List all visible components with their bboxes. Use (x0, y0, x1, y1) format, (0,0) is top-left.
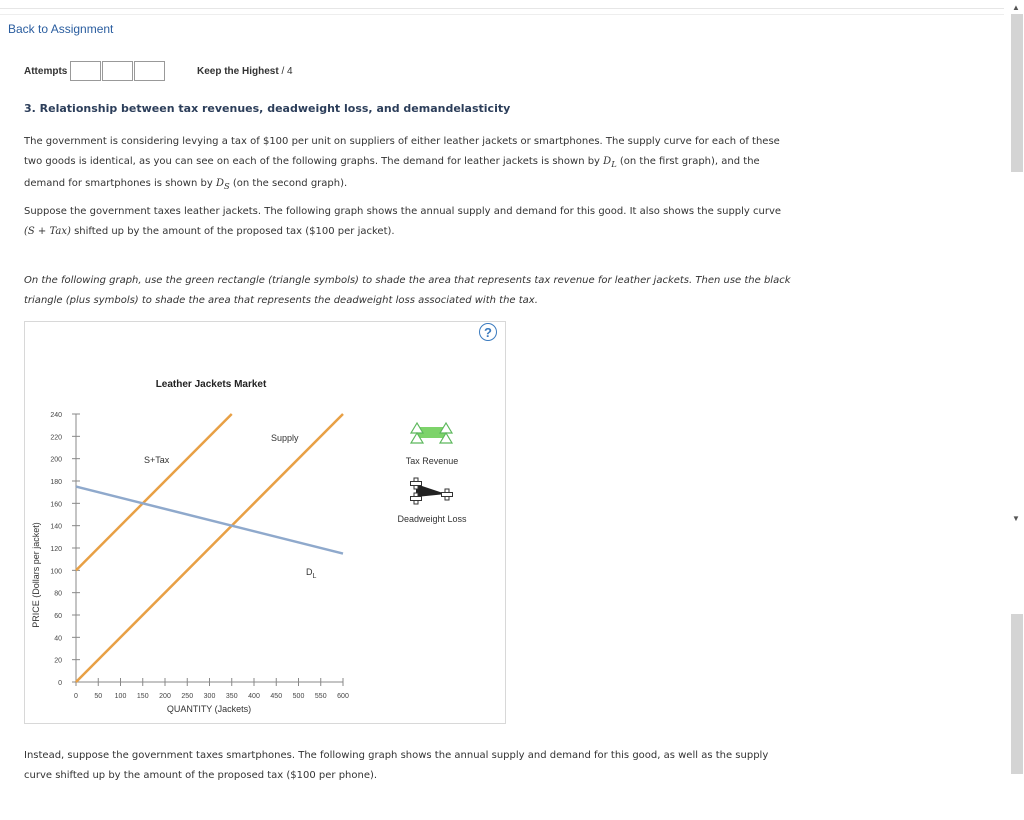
y-tick-label: 60 (54, 613, 62, 620)
question-paragraph-4: Instead, suppose the government taxes smartphones. The following graph shows the annual supply and demand for this good, as well as the supply curve shifted up by the amount of the proposed tax ($100 per phone). (24, 750, 769, 781)
y-tick-label: 140 (50, 523, 62, 531)
x-tick-label: 550 (314, 693, 327, 700)
x-tick-label: 600 (337, 693, 349, 700)
attempts-label: Attempts (24, 66, 68, 77)
y-tick-label: 240 (50, 412, 62, 419)
supply-curve-label: Supply (271, 433, 299, 443)
y-tick-label: 20 (54, 657, 62, 665)
y-tick-label: 120 (50, 546, 62, 553)
s-plus-tax-symbol: (S + Tax) (24, 226, 71, 237)
chart-title: Leather Jackets Market (155, 379, 267, 390)
y-tick-label: 80 (54, 590, 62, 598)
ds-symbol: $D_S$ (215, 178, 230, 191)
x-tick-label: 50 (94, 693, 103, 700)
x-tick-label: 250 (181, 693, 194, 700)
series-line-supply (76, 414, 343, 682)
help-button[interactable]: ? (479, 323, 497, 341)
x-tick-label: 350 (225, 693, 238, 700)
supply-tax-curve-label: S+Tax (144, 455, 170, 465)
x-tick-label: 200 (159, 693, 171, 700)
y-tick-label: 160 (50, 501, 62, 509)
x-tick-label: 100 (114, 693, 127, 700)
keep-highest-label: Keep the Highest / 4 (197, 66, 293, 77)
x-tick-label: 150 (136, 693, 149, 700)
leather-jackets-chart[interactable] (24, 321, 506, 724)
y-tick-label: 0 (58, 680, 62, 687)
x-tick-label: 400 (248, 693, 260, 700)
deadweight-loss-tool[interactable] (411, 478, 453, 504)
series-line-dl (76, 487, 343, 554)
tax-revenue-tool[interactable] (411, 423, 452, 443)
deadweight-loss-label: Deadweight Loss (397, 514, 467, 524)
x-tick-label: 500 (292, 693, 305, 700)
demand-curve-label: $D_L$ (306, 567, 317, 580)
attempt-box-3 (134, 61, 165, 81)
tax-revenue-label: Tax Revenue (405, 456, 459, 466)
scroll-down-arrow-icon[interactable]: ▼ (1012, 514, 1020, 523)
y-tick-label: 200 (50, 456, 62, 464)
plus-symbol-icon (442, 489, 453, 500)
y-axis-label: PRICE (Dollars per jacket) (31, 522, 41, 628)
x-tick-label: 300 (203, 693, 216, 700)
y-tick-label: 220 (50, 434, 62, 442)
scrollbar-thumb-top[interactable] (1011, 14, 1023, 172)
dl-symbol: $D_L$ (603, 156, 617, 169)
scrollbar-thumb-bottom[interactable] (1011, 614, 1023, 774)
attempt-box-1 (70, 61, 101, 81)
question-paragraph-1: The government is considering levying a tax of $100 per unit on suppliers of either leather jackets or smartphones. The supply curve for each of these two goods is identical, as you can see on each of the following graphs. The demand for leather jackets is shown by $D_L$ (on the first graph), and the demand for smartphones is shown by $D_S$ (on the second graph). (24, 136, 780, 191)
graph-instructions: On the following graph, use the green rectangle (triangle symbols) to shade the area that represents tax revenue for leather jackets. Then use the black triangle (plus symbols) to shade the area that represents the deadweight loss associated with the tax. (24, 275, 791, 306)
attempt-box-2 (102, 61, 133, 81)
x-tick-label: 0 (74, 693, 78, 700)
question-paragraph-2: Suppose the government taxes leather jackets. The following graph shows the annual supply and demand for this good. It also shows the supply curve (S + Tax) shifted up by the amount of the proposed tax ($100 per jacket). (24, 206, 782, 237)
x-tick-label: 450 (270, 693, 283, 700)
question-title: 3. Relationship between tax revenues, deadweight loss, and demandelasticity (24, 102, 511, 115)
back-to-assignment-link[interactable]: Back to Assignment (8, 22, 114, 36)
x-axis-label: QUANTITY (Jackets) (166, 704, 252, 714)
top-divider-2 (0, 14, 1004, 15)
scroll-up-arrow-icon[interactable]: ▲ (1012, 3, 1020, 12)
y-tick-label: 100 (50, 568, 62, 576)
y-tick-label: 180 (50, 479, 62, 486)
y-tick-label: 40 (54, 635, 62, 643)
top-divider (0, 8, 1004, 9)
